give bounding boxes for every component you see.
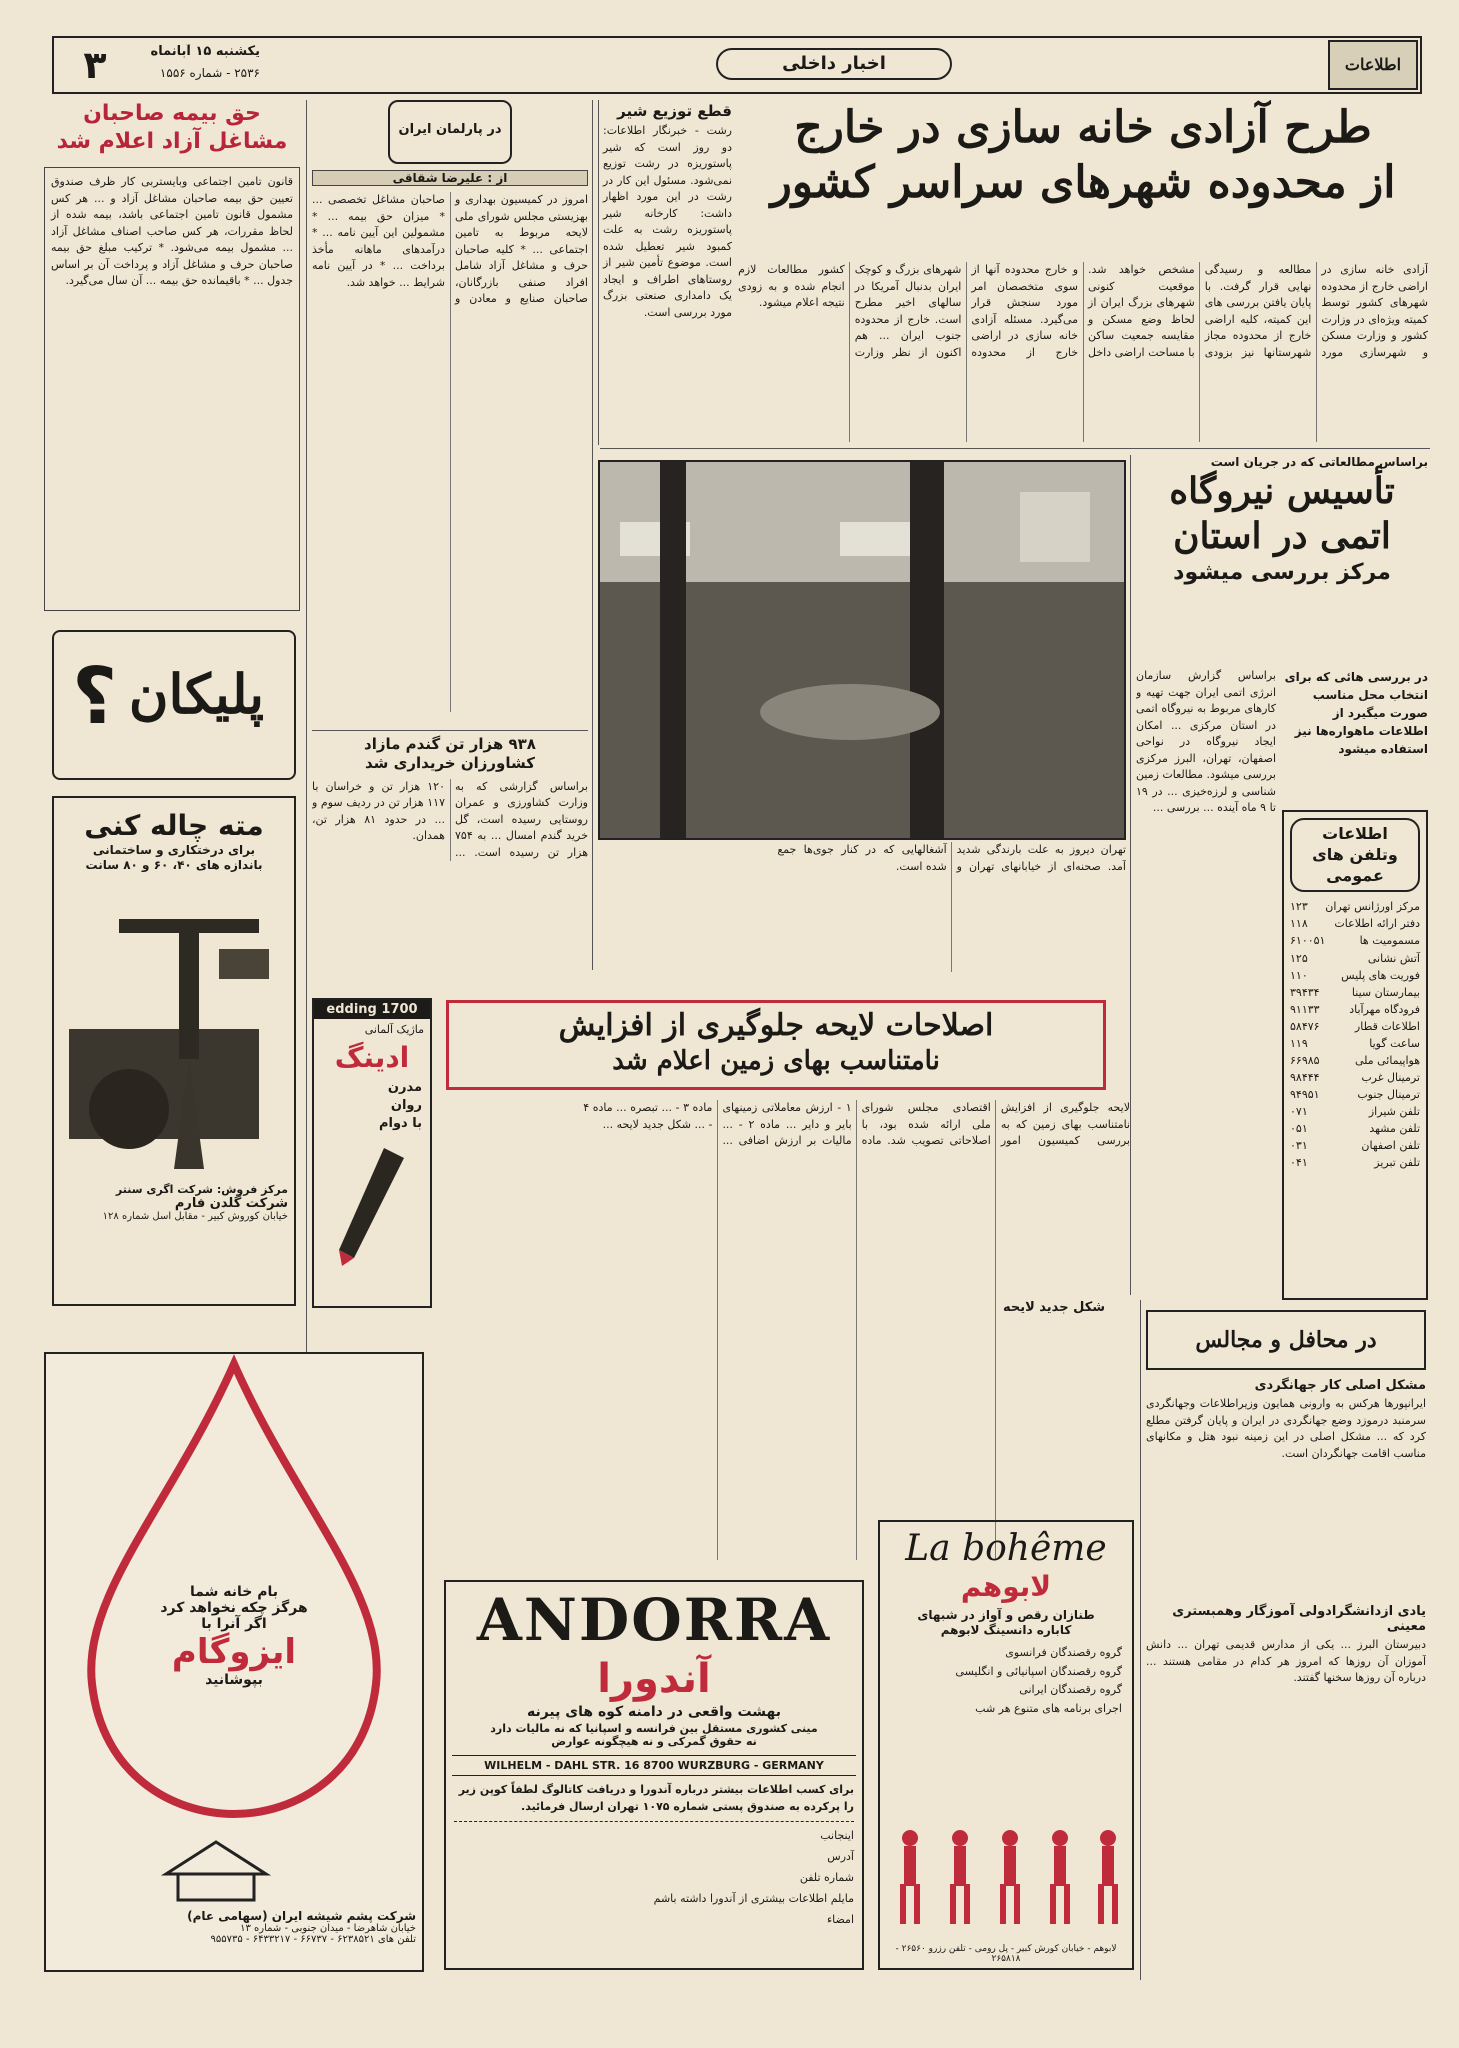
info-title-3: عمومی — [1326, 865, 1384, 885]
isogam-line-1: بام خانه شما — [189, 1584, 279, 1600]
edding-model: edding 1700 — [314, 1000, 430, 1019]
laboheme-brand-fa: لابوهم — [960, 1570, 1052, 1603]
laboheme-line-2: کاباره دانسینگ لابوهم — [940, 1623, 1072, 1637]
divider — [600, 448, 1430, 449]
andorra-form-sign[interactable]: امضاء — [826, 1912, 854, 1926]
info-row — [1290, 984, 1420, 1001]
info-box — [1282, 810, 1428, 1300]
gatherings-item1-title: مشکل اصلی کار جهانگردی — [1254, 1378, 1426, 1393]
parliament-badge: در پارلمان ایران — [388, 100, 512, 164]
info-row-label: ترمینال جنوب — [1357, 1087, 1420, 1101]
info-row-label: فرودگاه مهرآباد — [1349, 1002, 1420, 1016]
isogam-ad — [44, 1352, 424, 1972]
info-row — [1290, 1069, 1420, 1086]
edding-label: ماژیک آلمانی — [364, 1023, 424, 1036]
nuclear-headline-2: اتمی در استان — [1173, 515, 1391, 557]
laboheme-acts — [880, 1638, 1132, 1725]
info-row-label: تلفن شیراز — [1368, 1104, 1420, 1118]
info-row — [1290, 1120, 1420, 1137]
info-row-label: ترمینال غرب — [1361, 1070, 1420, 1084]
land-subtitle: شکل جدید لایحه — [1002, 1300, 1106, 1315]
wheat-title-1: ۹۳۸ هزار تن گندم مازاد — [364, 735, 536, 753]
isogam-line-4: بپوشانید — [205, 1672, 263, 1688]
isogam-company: شرکت پشم شیشه ایران (سهامی عام) — [187, 1909, 416, 1923]
info-title-1: اطلاعات — [1322, 824, 1388, 843]
edding-tag-3: با دوام — [378, 1116, 422, 1132]
info-row-label: تلفن تبریز — [1374, 1156, 1420, 1170]
info-row-value: ۶۱۰۰۵۱ — [1290, 934, 1326, 948]
andorra-tagline: بهشت واقعی در دامنه کوه های پیرنه — [526, 1704, 782, 1720]
insurance-title-2: مشاغل آزاد اعلام شد — [56, 128, 288, 154]
info-row — [1290, 932, 1420, 949]
andorra-form-address[interactable]: آدرس — [827, 1849, 854, 1863]
drill-seller-2: شرکت گلدن فارم — [174, 1196, 288, 1211]
nuclear-kicker: براساس مطالعاتی که در جریان است — [1210, 455, 1428, 469]
parliament-story — [312, 100, 588, 720]
street-photo — [598, 460, 1126, 840]
photo-caption: تهران دیروز به علت بارندگی شدید آمد. صحنه‌ای از خیابانهای تهران و آشغالهایی که در کنار جوی‌ها جمع شده است. — [777, 843, 1126, 873]
info-row — [1290, 915, 1420, 932]
info-row-value: ۰۴۱ — [1290, 1156, 1308, 1170]
drill-title: مته چاله کنی — [84, 809, 264, 842]
info-row — [1290, 1137, 1420, 1154]
andorra-form-phone[interactable]: شماره تلفن — [799, 1870, 854, 1884]
marker-pen-image — [314, 1138, 430, 1268]
insurance-body: قانون تامین اجتماعی وبایستربی کار ظرف صندوق تعیین حق بیمه صاحبان مشاغل آزاد و ... هر کس مشمول قانون تامین اجتماعی باشد، بیمه شده از لحاظ مقررات، هر کس صاحب اصناف مشاغل آزاد ... مشمول بیمه می‌شود. * ترکیب مبلغ حق بیمه صاحبان حرف و مشاغل آزاد و پرداخت آن بر اساس جدول ... * باقیمانده حق بیمه ... آن سال می‌گیرد. — [44, 167, 300, 611]
drill-ad — [52, 796, 296, 1306]
info-row-value: ۹۴۹۵۱ — [1290, 1087, 1320, 1101]
milk-title: قطع توزیع شیر — [617, 102, 732, 120]
laboheme-address: لابوهم - خیابان کورش کبیر - پل رومی - تلفن رزرو ۲۶۵۶۰ - ۲۶۵۸۱۸ — [895, 1944, 1117, 1964]
edding-tag-2: روان — [390, 1098, 422, 1114]
info-row — [1290, 1103, 1420, 1120]
andorra-ad — [444, 1580, 864, 1970]
info-row — [1290, 898, 1420, 915]
info-title-2: وتلفن های — [1312, 844, 1398, 864]
laboheme-act: گروه رقصندگان فرانسوی — [1005, 1646, 1122, 1659]
info-row-value: ۶۶۹۸۵ — [1290, 1053, 1320, 1067]
laboheme-brand-latin: La bohême — [905, 1528, 1107, 1569]
edding-tag-1: مدرن — [387, 1080, 422, 1095]
info-row — [1290, 1018, 1420, 1035]
house-roof-image — [156, 1834, 276, 1904]
milk-story — [598, 100, 732, 445]
andorra-address: WILHELM - DAHL STR. 16 8700 WURZBURG - GERMANY — [452, 1755, 856, 1776]
info-row-value: ۰۷۱ — [1290, 1104, 1308, 1118]
lead-headline-2: از محدوده شهرهای سراسر کشور — [770, 157, 1396, 208]
isogam-line-2: هرگز چکه نخواهد کرد — [160, 1600, 308, 1616]
andorra-form-name[interactable]: اینجانب — [820, 1829, 854, 1842]
info-row-label: تلفن مشهد — [1369, 1122, 1420, 1135]
lead-headline-1: طرح آزادی خانه سازی در خارج — [794, 102, 1372, 153]
drill-seller-1: مرکز فروش: شرکت اگری سنتر — [115, 1183, 288, 1196]
gatherings-header: در محافل و مجالس — [1146, 1310, 1426, 1370]
date-line: یکشنبه ۱۵ آبانماه — [150, 44, 260, 59]
parliament-body: امروز در کمیسیون بهداری و بهزیستی مجلس شورای ملی لایحه مربوط به تامین اجتماعی ... * کلیه صاحبان حرف و مشاغل آزاد شامل افراد صنفی بازرگانان، صاحبان صنایع و معادن و صاحبان مشاغل تخصصی ... * میزان حق بیمه ... * مشمولین این آیین نامه ... * درآمدهای ماهانه مأخذ برداخت ... * در آیین نامه شرایط ... خواهد شد. — [312, 193, 588, 305]
info-row-value: ۵۸۴۷۶ — [1290, 1019, 1320, 1033]
insurance-title-1: حق بیمه صاحبان — [83, 101, 261, 126]
pelican-mark: ؟ — [72, 652, 118, 742]
wheat-body: براساس گزارشی که به وزارت کشاورزی و عمران روستایی رسیده است، گل خرید گندم امسال ... به ۷۵۴ هزار تن رسیده است. ... ۱۲۰ هزار تن و خراسان با ۱۱۷ هزار تن در ردیف سوم و ... در حدود ۸۱ هزار تن، همدان. — [312, 779, 588, 859]
andorra-cta: برای کسب اطلاعات بیشتر درباره آندورا و دریافت کاتالوگ لطفاً کوپن زیر را پرکرده به صندوق پستی شماره ۱۰۷۵ تهران ارسال فرمائید. — [458, 1783, 854, 1813]
milk-body: رشت - خبرنگار اطلاعات: دو روز است که شیر پاستوریزه در رشت توزیع نمی‌شود. مسئول این کار در رشت در این مورد اظهار داشت: کارخانه شیر پاستوریزه رشت به علت کمبود شیر تعطیل شده است. موضوع تأمین شیر از روستاهای اطراف و ایجاد یک دامداری صنعتی بزرگ مورد بررسی است. — [603, 124, 732, 319]
gatherings-body — [1146, 1376, 1426, 1976]
newspaper-logo: اطلاعات — [1328, 40, 1418, 90]
section-label: اخبار داخلی — [716, 48, 952, 80]
info-row-label: اطلاعات قطار — [1354, 1019, 1420, 1033]
nuclear-headline-1: تأسیس نیروگاه — [1169, 470, 1395, 512]
info-row — [1290, 1001, 1420, 1018]
edding-brand: ادینگ — [334, 1041, 410, 1074]
gatherings-item2-title: یادی ازدانشگرادولی آموزگار وهمبستری معینی — [1172, 1604, 1426, 1634]
drill-line-1: برای درختکاری و ساختمانی — [92, 843, 256, 857]
nuclear-story — [1136, 455, 1428, 670]
andorra-brand-fa: آندورا — [597, 1656, 711, 1702]
nuclear-lead: در بررسی هائی که برای انتخاب محل مناسب صورت میگیرد از اطلاعات ماهواره‌ها نیز استفاده میشود — [1284, 670, 1428, 756]
info-row-label: دفتر ارائه اطلاعات — [1334, 917, 1420, 931]
andorra-brand-latin: ANDORRA — [476, 1586, 832, 1654]
land-headline-box — [446, 1000, 1106, 1090]
drill-address: خیابان کوروش کبیر - مقابل اسل شماره ۱۲۸ — [102, 1211, 288, 1222]
page-number: ۳ — [83, 43, 107, 87]
info-row-value: ۳۹۴۳۴ — [1290, 985, 1320, 999]
column-rule — [592, 100, 593, 970]
auger-machine-image — [59, 879, 289, 1179]
isogam-line-3: اگر آنرا با — [201, 1616, 267, 1632]
info-row-value: ۱۲۵ — [1290, 951, 1308, 965]
info-row-label: بیمارستان سینا — [1351, 985, 1420, 999]
info-row — [1290, 1035, 1420, 1052]
andorra-desc-2: نه حقوق گمرکی و نه هیچگونه عوارض — [551, 1735, 757, 1749]
gatherings-item2-body: دبیرستان البرز ... یکی از مدارس قدیمی تهران ... دانش آموزان آن روزها که امروز هر کدام در مقامی هستند ... درباره آن روزها سخنها گفتند. — [1146, 1638, 1426, 1684]
info-row-label: ساعت گویا — [1369, 1036, 1420, 1050]
land-headline-2: نامتناسب بهای زمین اعلام شد — [612, 1045, 940, 1076]
land-body: لایحه جلوگیری از افزایش نامتناسب بهای زمین که به بررسی کمیسیون امور اقتصادی مجلس شورای ملی ارائه شده بود، با اصلاحاتی تصویب شد. ماده ۱ - ارزش معاملاتی زمینهای بایر و دایر ... ماده ۲ - ... مالیات بر ارزش اضافی ... ماده ۳ - ... تبصره ... ماده ۴ - ... شکل جدید لایحه ... — [583, 1101, 1130, 1147]
info-list — [1290, 898, 1420, 1171]
info-row-value: ۱۲۳ — [1290, 900, 1308, 914]
info-row — [1290, 967, 1420, 984]
info-row — [1290, 950, 1420, 967]
pelican-ad — [52, 630, 296, 780]
wheat-story — [312, 730, 588, 990]
insurance-story — [44, 100, 300, 620]
nuclear-body: براساس گزارش سازمان انرژی اتمی ایران جهت تهیه و کارهای مربوط به نیروگاه اتمی در استان مرکزی ... امکان ایجاد نیروگاه در نواحی اصفهان، تهران، البرز مرکزی بررسی میشود. مطالعات زمین شناسی و لرزه‌خیزی ... در ۱۹ تا ۹ ماه آینده ... بررسی ... — [1136, 669, 1276, 814]
lead-story — [738, 100, 1428, 260]
column-rule — [1130, 455, 1131, 1295]
info-row — [1290, 1154, 1420, 1171]
info-row-label: مسمومیت ها — [1359, 934, 1420, 948]
isogam-address: خیابان شاهرضا - میدان جنوبی - شماره ۱۳ — [240, 1923, 416, 1934]
isogam-phones: تلفن های ۶۲۳۸۵۲۱ - ۶۶۷۳۷ - ۶۴۳۳۲۱۷ - ۹۵۵۷۳۵ — [210, 1934, 416, 1945]
info-row-value: ۱۱۹ — [1290, 1036, 1308, 1050]
pelican-brand: پلیکان — [128, 662, 264, 726]
andorra-form-note: مایلم اطلاعات بیشتری از آندورا داشته باشم — [653, 1891, 854, 1905]
laboheme-act: اجرای برنامه های متنوع هر شب — [975, 1702, 1122, 1716]
info-row-label: فوریت های پلیس — [1341, 968, 1420, 982]
andorra-desc-1: مینی کشوری مستقل بین فرانسه و اسپانیا که نه مالیات دارد — [490, 1721, 818, 1735]
rainy-street-photo — [600, 462, 1124, 838]
info-row-label: تلفن اصفهان — [1361, 1139, 1420, 1153]
andorra-coupon — [454, 1821, 854, 1930]
info-row-value: ۰۵۱ — [1290, 1122, 1308, 1135]
laboheme-act: گروه رقصندگان ایرانی — [1019, 1683, 1122, 1697]
column-rule — [1140, 1300, 1141, 1980]
info-row-label: هواپیمائی ملی — [1354, 1053, 1420, 1067]
parliament-byline: از : علیرضا شقاقی — [312, 170, 588, 186]
issue-line: ۲۵۳۶ - شماره ۱۵۵۶ — [159, 66, 260, 80]
land-headline-1: اصلاحات لایحه جلوگیری از افزایش — [558, 1008, 994, 1043]
drill-line-2: باندازه های ۴۰، ۶۰ و ۸۰ سانت — [85, 858, 263, 872]
isogam-brand: ایزوگام — [171, 1632, 297, 1672]
laboheme-line-1: طنازان رقص و آواز در شبهای — [917, 1608, 1095, 1622]
edding-ad — [312, 998, 432, 1308]
wheat-title-2: کشاورزان خریداری شد — [365, 753, 535, 772]
info-row-value: ۰۳۱ — [1290, 1139, 1308, 1153]
info-row-label: مرکز اورژانس تهران — [1325, 900, 1420, 914]
gatherings-item1-body: ایرانپورها هرکس به وارونی همایون وزیراطلاعات وجهانگردی سرمنبد درموزد وضع جهانگردی در ایران و پایان گرفتن مطلع کرد که ... مشکل اصلی در این زمینه نبود هتل و مکانهای مناسب اقامت جهانگردان است. — [1146, 1397, 1426, 1460]
laboheme-ad — [878, 1520, 1134, 1970]
info-box-title — [1290, 818, 1420, 892]
dancers-image — [880, 1818, 1132, 1938]
info-row-label: آتش نشانی — [1367, 951, 1420, 965]
info-row-value: ۹۸۴۴۴ — [1290, 1070, 1320, 1084]
info-row-value: ۱۱۸ — [1290, 917, 1308, 931]
laboheme-act: گروه رقصندگان اسپانیائی و انگلیسی — [955, 1664, 1122, 1678]
nuclear-headline-3: مرکز بررسی میشود — [1173, 560, 1391, 585]
info-row-value: ۹۱۱۳۳ — [1290, 1002, 1320, 1016]
lead-body: آزادی خانه سازی در اراضی خارج از محدوده شهرهای کشور توسط کمیته ویژه‌ای در وزارت کشور و وزارت مسکن و شهرسازی مورد مطالعه و رسیدگی نهایی قرار گرفت. با پایان یافتن بررسی های این کمیته، کلیه اراضی خارج از محدوده مجاز شهرستانها نیز بزودی مشخص خواهد شد. موقعیت کنونی شهرهای بزرگ ایران از لحاظ وضع مسکن و مقایسه جمعیت ساکن با مساحت اراضی داخل و خارج محدوده آنها از سوی متخصصان امر مورد سنجش قرار می‌گیرد. مسئله آزادی خانه سازی در اراضی خارج از محدوده شهرهای بزرگ و کوچک ایران بدنبال آمریکا در سالهای اخیر مطرح است. خارج از محدوده جنوب ایران ... هم اکنون از نظر وزارت کشور مطالعات لازم انجام شده و به زودی نتیجه اعلام میشود. — [738, 263, 1428, 359]
info-row — [1290, 1086, 1420, 1103]
info-row — [1290, 1052, 1420, 1069]
info-row-value: ۱۱۰ — [1290, 968, 1308, 982]
